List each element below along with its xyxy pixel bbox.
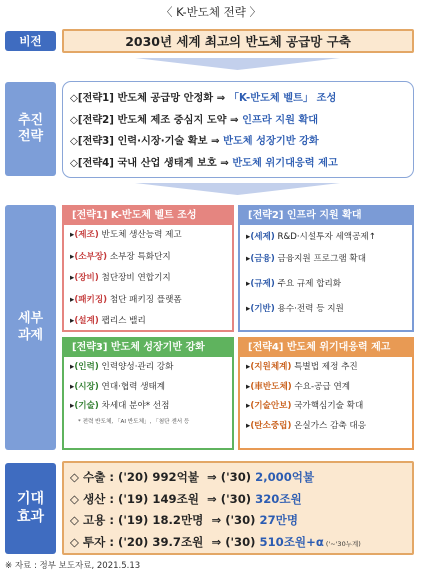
list-item: ▸(시장) 연대·협력 생태계: [70, 381, 166, 392]
list-item: ▸(탄소중립) 온실가스 감축 대응: [246, 420, 367, 431]
card-title: [전략3] 반도체 성장기반 강화: [64, 339, 232, 357]
list-item: ▸(車반도체) 수요-공급 연계: [246, 381, 351, 392]
page-title: 〈 K-반도체 전략 〉: [161, 5, 261, 19]
list-item: ▸(지원체계) 특별법 제정 추진: [246, 362, 358, 372]
list-item: ▸(세제) R&D·시설투자 세액공제↑: [246, 232, 376, 242]
vision-label: 비전: [5, 31, 56, 51]
tasks-label: 세부 과제: [5, 205, 56, 450]
list-item: ▸(장비) 첨단장비 연합기지: [70, 273, 171, 283]
strategy-box: [62, 81, 414, 178]
card-title: [전략1] K-반도체 벨트 조성: [64, 207, 232, 225]
list-item: ▸(기반) 용수·전력 등 지원: [246, 303, 344, 314]
strategy-label: 추진 전략: [5, 82, 56, 176]
vision-statement: 2030년 세계 최고의 반도체 공급망 구축: [62, 29, 414, 53]
task-card-strategy2: [238, 205, 414, 332]
list-item: ▸(소부장) 소부장 특화단지: [70, 251, 171, 262]
strategy-item-2: ◇[전략2] 반도체 제조 중심지 도약 ⇒ 인프라 지원 확대: [70, 114, 319, 126]
list-item: ▸(패키징) 첨단 패키징 플랫폼: [70, 294, 182, 305]
card-title: [전략2] 인프라 지원 확대: [240, 207, 412, 225]
task-card-strategy1: [62, 205, 234, 332]
effect-item-employment: ◇ 고용 : ('19) 18.2만명 ⇒ ('30) 27만명: [70, 513, 299, 527]
list-item: ▸(제조) 반도체 생산능력 제고: [70, 230, 182, 240]
list-item: ▸(기술안보) 국가핵심기술 확대: [246, 401, 364, 411]
card-title: [전략4] 반도체 위기대응력 제고: [240, 339, 412, 357]
list-item: ▸(설계) 팹리스 밸리: [70, 316, 146, 326]
strategy-item-3: ◇[전략3] 인력·시장·기술 확보 ⇒ 반도체 성장기반 강화: [70, 136, 319, 147]
effect-item-production: ◇ 생산 : ('19) 149조원 ⇒ ('30) 320조원: [70, 491, 302, 506]
list-item: ▸(인력) 인력양성·관리 강화: [70, 362, 174, 372]
list-item: ▸(규제) 주요 규제 합리화: [246, 278, 342, 289]
effect-item-export: ◇ 수출 : ('20) 992억불 ⇒ ('30) 2,000억불: [70, 470, 315, 484]
task-card-strategy3: [62, 337, 234, 450]
footnote: * 전력 반도체, 「AI 반도체」, 「첨단 센서 등: [78, 418, 190, 425]
task-card-strategy4: [238, 337, 414, 450]
down-arrow-icon: [135, 58, 340, 70]
effect-item-investment: ◇ 투자 : ('20) 39.7조원 ⇒ ('30) 510조원+α ('~'30누계): [70, 534, 361, 549]
down-arrow-icon: [135, 183, 340, 195]
effects-label: 기대 효과: [5, 463, 56, 554]
strategy-item-4: ◇[전략4] 국내 산업 생태계 보호 ⇒ 반도체 위기대응력 제고: [70, 157, 338, 169]
list-item: ▸(금융) 금융지원 프로그램 확대: [246, 253, 367, 264]
effects-box: [62, 461, 414, 555]
source-note: ※ 자료 : 정부 보도자료, 2021.5.13: [5, 561, 141, 571]
strategy-item-1: ◇[전략1] 반도체 공급망 안정화 ⇒ 「K-반도체 벨트」 조성: [70, 93, 337, 104]
list-item: ▸(기술) 차세대 분야* 선점: [70, 401, 170, 411]
